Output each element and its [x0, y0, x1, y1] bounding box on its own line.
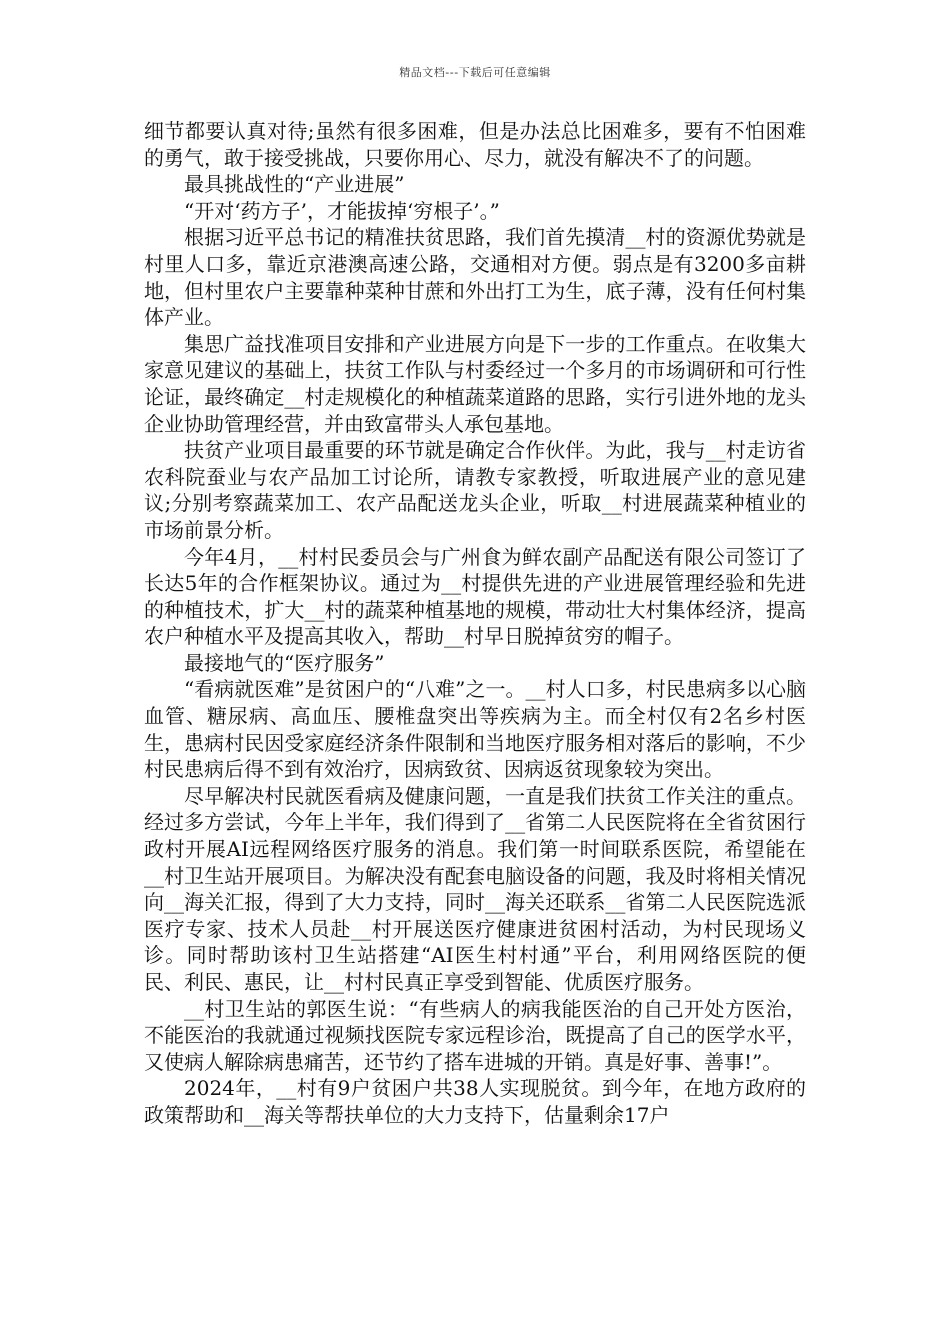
paragraph: __村卫生站的郭医生说：“有些病人的病我能医治的自己开处方医治，不能医治的我就通过视频找医院专家远程诊治，既提高了自己的医学水平，又使病人解除病患痛苦，还节约了搭车进城的开销。真是好事、善事!”。: [144, 996, 806, 1074]
paragraph: 扶贫产业项目最重要的环节就是确定合作伙伴。为此，我与__村走访省农科院蚕业与农产品加工讨论所，请教专家教授，听取进展产业的意见建议;分别考察蔬菜加工、农产品配送龙头企业，听取__村进展蔬菜种植业的市场前景分析。: [144, 438, 806, 542]
paragraph: 细节都要认真对待;虽然有很多困难，但是办法总比困难多，要有不怕困难的勇气，敢于接受挑战，只要你用心、尽力，就没有解决不了的问题。: [144, 119, 806, 170]
paragraph: “看病就医难”是贫困户的“八难”之一。__村人口多，村民患病多以心脑血管、糖尿病、高血压、腰椎盘突出等疾病为主。而全村仅有2名乡村医生，患病村民因受家庭经济条件限制和当地医疗服务相对落后的影响，不少村民患病后得不到有效治疗，因病致贫、因病返贫现象较为突出。: [144, 677, 806, 782]
paragraph: 集思广益找准项目安排和产业进展方向是下一步的工作重点。在收集大家意见建议的基础上，扶贫工作队与村委经过一个多月的市场调研和可行性论证，最终确定__村走规模化的种植蔬菜道路的思路，实行引进外地的龙头企业协助管理经营，并由致富带头人承包基地。: [144, 331, 806, 436]
running-header: 精品文档---下载后可任意编辑: [399, 66, 551, 79]
paragraph: 2024年，__村有9户贫困户共38人实现脱贫。到今年，在地方政府的政策帮助和__海关等帮扶单位的大力支持下，估量剩余17户: [144, 1076, 806, 1127]
body-text: [144, 118, 806, 1129]
paragraph: 尽早解决村民就医看病及健康问题，一直是我们扶贫工作关注的重点。经过多方尝试，今年上半年，我们得到了__省第二人民医院将在全省贫困行政村开展AI远程网络医疗服务的消息。我们第一时间联系医院，希望能在__村卫生站开展项目。为解决没有配套电脑设备的问题，我及时将相关情况向__海关汇报，得到了大力支持，同时__海关还联系__省第二人民医院选派医疗专家、技术人员赴__村开展送医疗健康进贫困村活动，为村民现场义诊。同时帮助该村卫生站搭建“AI医生村村通”平台，利用网络医院的便民、利民、惠民，让__村村民真正享受到智能、优质医疗服务。: [144, 783, 806, 994]
paragraph: 最具挑战性的“产业进展”: [184, 172, 405, 197]
paragraph: 今年4月，__村村民委员会与广州食为鲜农副产品配送有限公司签订了长达5年的合作框架协议。通过为__村提供先进的产业进展管理经验和先进的种植技术，扩大__村的蔬菜种植基地的规模，带动壮大村集体经济，提高农户种植水平及提高其收入，帮助__村早日脱掉贫穷的帽子。: [144, 544, 806, 649]
paragraph: 最接地气的“医疗服务”: [184, 650, 385, 675]
paragraph: “开对‘药方子’，才能拔掉‘穷根子’。”: [184, 198, 500, 223]
paragraph: 根据习近平总书记的精准扶贫思路，我们首先摸清__村的资源优势就是村里人口多，靠近京港澳高速公路，交通相对方便。弱点是有3200多亩耕地，但村里农户主要靠种菜种甘蔗和外出打工为生，底子薄，没有任何村集体产业。: [144, 225, 806, 330]
